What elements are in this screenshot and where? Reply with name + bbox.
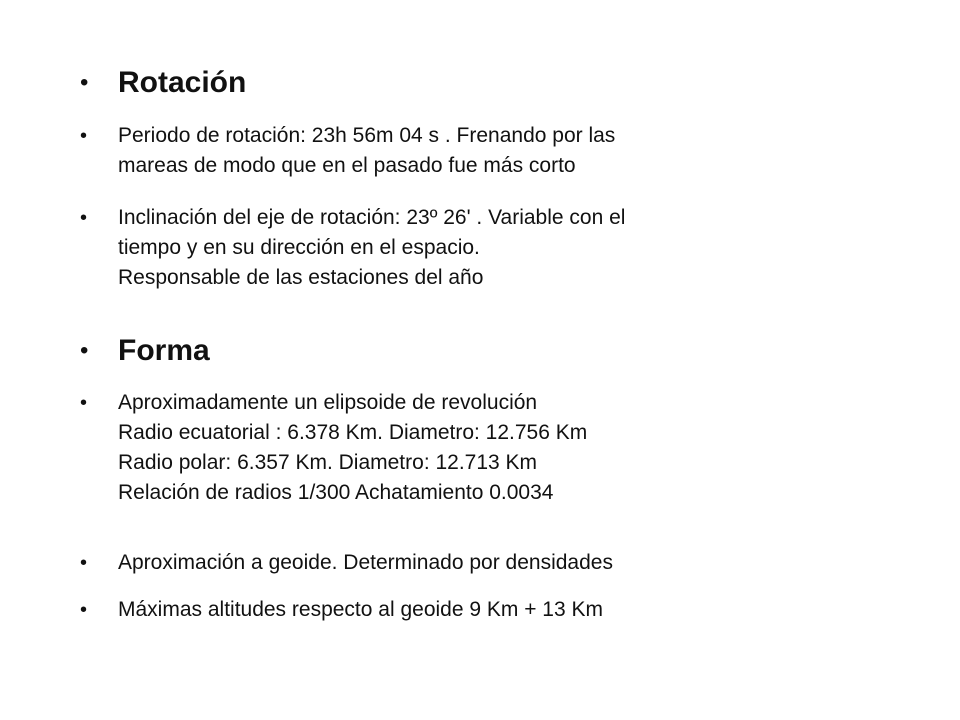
text-line: Inclinación del eje de rotación: 23º 26' . Variable con el [118, 206, 626, 229]
text-line: Aproximadamente un elipsoide de revolución [118, 391, 538, 414]
bullet-icon: • [80, 599, 88, 621]
text-line: Aproximación a geoide. Determinado por densidades [118, 551, 613, 574]
list-item [80, 388, 860, 508]
bullet-icon: • [80, 337, 89, 364]
list-item-text [118, 121, 860, 181]
list-item [80, 203, 860, 293]
text-line: Relación de radios 1/300 Achatamiento 0.0034 [118, 481, 554, 504]
list-item [80, 121, 860, 181]
text-line: mareas de modo que en el pasado fue más corto [118, 154, 576, 177]
list-item-text [118, 203, 860, 293]
heading-text: Rotación [118, 66, 247, 99]
text-line: Periodo de rotación: 23h 56m 04 s . Frenando por las [118, 124, 616, 147]
text-line: Máximas altitudes respecto al geoide 9 Km + 13 Km [118, 598, 603, 621]
list-item-text [118, 388, 860, 508]
heading-rotacion [80, 65, 860, 101]
text-line: Responsable de las estaciones del año [118, 266, 484, 289]
list-item [80, 595, 860, 625]
bullet-icon: • [80, 392, 88, 414]
bullet-icon: • [80, 552, 88, 574]
heading-text: Forma [118, 334, 210, 367]
bullet-icon: • [80, 125, 88, 147]
list-item [80, 548, 860, 578]
text-line: Radio ecuatorial : 6.378 Km. Diametro: 12.756 Km [118, 421, 588, 444]
heading-forma [80, 333, 860, 369]
list-item-text [118, 548, 860, 578]
bullet-icon: • [80, 207, 88, 229]
bullet-icon: • [80, 69, 89, 96]
text-line: Radio polar: 6.357 Km. Diametro: 12.713 Km [118, 451, 538, 474]
list-item-text [118, 595, 860, 625]
text-line: tiempo y en su dirección en el espacio. [118, 236, 480, 259]
